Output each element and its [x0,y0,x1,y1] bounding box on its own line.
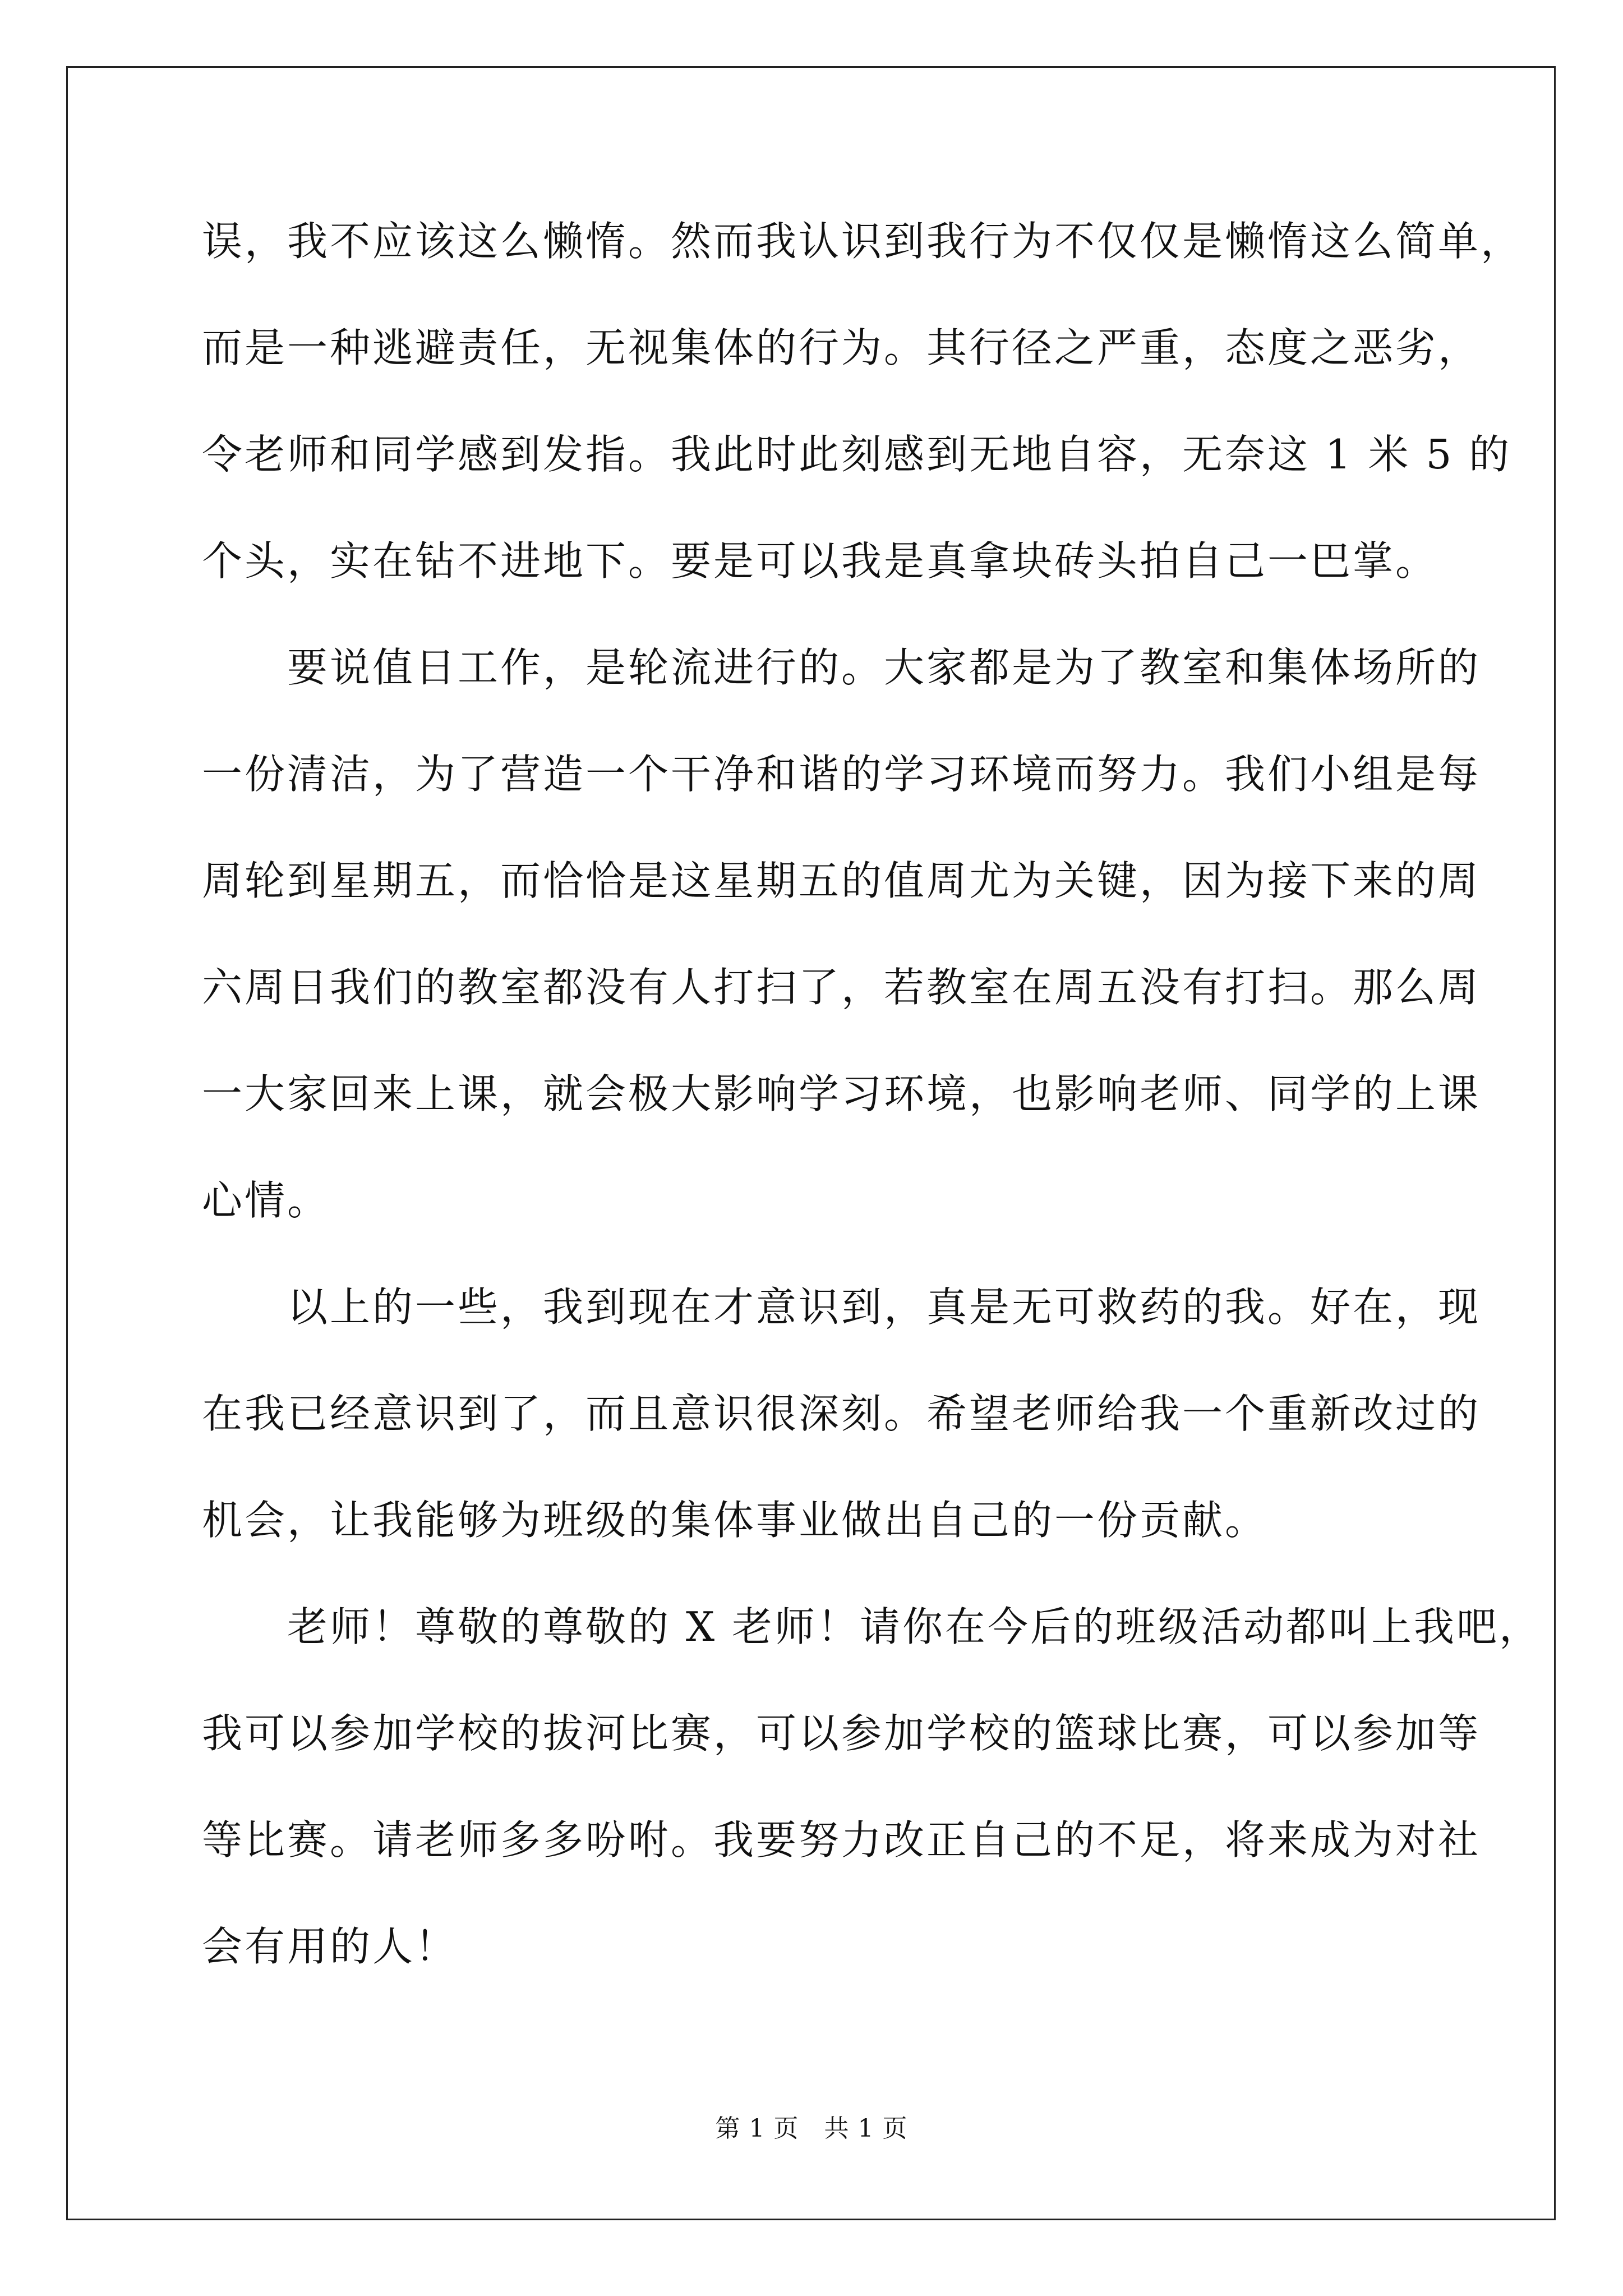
text-line: 要说值日工作，是轮流进行的。大家都是为了教室和集体场所的 [202,644,1481,691]
paragraph-4 [202,1573,1542,2000]
page-number-label: 第 1 页 共 1 页 [715,2114,908,2143]
text-line: 等比赛。请老师多多吩咐。我要努力改正自己的不足，将来成为对社 [202,1816,1481,1864]
text-line: 周轮到星期五，而恰恰是这星期五的值周尤为关键，因为接下来的周 [202,857,1481,904]
text-line: 会有用的人！ [202,1923,458,1970]
text-line: 老师！尊敬的尊敬的 X 老师！请你在今后的班级活动都叫上我吧， [202,1603,1542,1650]
paragraph-3 [202,1254,1481,1573]
text-line: 心情。 [202,1177,330,1224]
document-body [202,188,1542,2000]
text-line: 以上的一些，我到现在才意识到，真是无可救药的我。好在，现 [202,1283,1481,1331]
text-line: 一大家回来上课，就会极大影响学习环境，也影响老师、同学的上课 [202,1070,1481,1117]
paragraph-1 [202,188,1524,614]
text-line: 六周日我们的教室都没有人打扫了，若教室在周五没有打扫。那么周 [202,964,1481,1011]
text-line: 一份清洁，为了营造一个干净和谐的学习环境而努力。我们小组是每 [202,751,1481,798]
paragraph-2 [202,614,1481,1254]
text-line: 我可以参加学校的拔河比赛，可以参加学校的篮球比赛，可以参加等 [202,1710,1481,1757]
text-line: 机会，让我能够为班级的集体事业做出自己的一份贡献。 [202,1497,1268,1544]
text-line: 误，我不应该这么懒惰。然而我认识到我行为不仅仅是懒惰这么简单， [202,218,1524,265]
page-footer [0,2112,1623,2146]
text-line: 在我已经意识到了，而且意识很深刻。希望老师给我一个重新改过的 [202,1390,1481,1437]
text-line: 个头，实在钻不进地下。要是可以我是真拿块砖头拍自己一巴掌。 [202,537,1438,585]
text-line: 令老师和同学感到发指。我此时此刻感到无地自容，无奈这 1 米 5 的 [202,431,1512,478]
text-line: 而是一种逃避责任，无视集体的行为。其行径之严重，态度之恶劣， [202,324,1481,371]
